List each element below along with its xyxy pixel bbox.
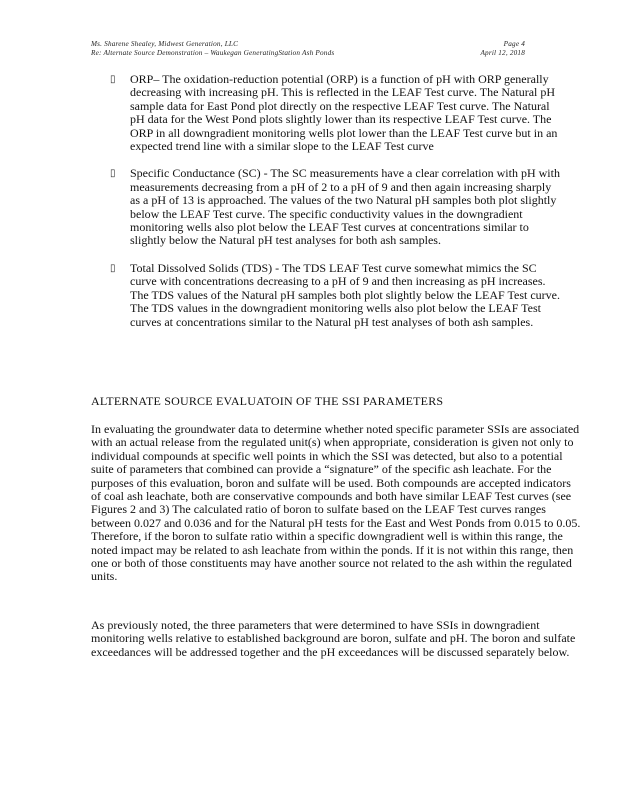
bullet-specific-conductance-text: Specific Conductance (SC) - The SC measurements have a clear correlation with pH with measurements decreasing from a pH of 2 to a pH of 9 and then again increasing sharply as a pH of 13 is approached. The values of the two Natural pH samples both plot slightly below the LEAF Test curve. The specific conductivity values in the downgradient monitoring wells also plot below the LEAF Test curves at concentrations similar to slightly below the Natural pH test analyses for both ash samples. [130, 166, 560, 248]
bullet-total-dissolved-solids [110, 262, 560, 329]
bullet-orp [110, 73, 560, 153]
section-heading: ALTERNATE SOURCE EVALUATOIN OF THE SSI PARAMETERS [91, 394, 444, 408]
square-bullet-icon: ▯ [110, 262, 116, 274]
bullet-specific-conductance [110, 167, 560, 247]
paragraph-evaluation-approach: In evaluating the groundwater data to determine whether noted specific parameter SSIs are associated with an actual release from the regulated unit(s) when appropriate, consideration is given not only to individual compounds at specific well points in which the SSI was detected, but also to a potential suite of parameters that combined can provide a “signature” of the specific ash leachate. For the purposes of this evaluation, boron and sulfate will be used. Both compounds are accepted indicators of coal ash leachate, both are conservative compounds and both have similar LEAF Test curves (see Figures 2 and 3) The calculated ratio of boron to sulfate based on the LEAF Test curves ranges between 0.027 and 0.036 and for the Natural pH tests for the East and West Ponds from 0.015 to 0.05. Therefore, if the boron to sulfate ratio within a specific downgradient well is within this range, the noted impact may be related to ash leachate from within the ponds. If it is not within this range, then one or both of those constituents may have another source not related to the ash within the regulated units. [91, 422, 581, 584]
header-page-number: Page 4 [503, 40, 525, 48]
bullet-orp-text: ORP– The oxidation-reduction potential (ORP) is a function of pH with ORP generally decreasing with increasing pH. This is reflected in the LEAF Test curve. The Natural pH sample data for East Pond plot directly on the respective LEAF Test curve. The Natural pH data for the West Pond plots slightly lower than its respective LEAF Test curve. The ORP in all downgradient monitoring wells plot lower than the LEAF Test curve but in an expected trend line with a similar slope to the LEAF Test curve [130, 72, 558, 154]
bullet-tds-text: Total Dissolved Solids (TDS) - The TDS LEAF Test curve somewhat mimics the SC curve with concentrations decreasing to a pH of 9 and then increasing as pH increases. The TDS values of the Natural pH samples both plot slightly below the LEAF Test curve. The TDS values in the downgradient monitoring wells also plot below the LEAF Test curves at concentrations similar to the Natural pH test analyses of both ash samples. [130, 260, 560, 329]
header-date: April 12, 2018 [480, 49, 525, 57]
parameter-bullet-list [110, 73, 560, 343]
square-bullet-icon: ▯ [110, 168, 116, 180]
paragraph-ssi-summary: As previously noted, the three parameters that were determined to have SSIs in downgradient monitoring wells relative to established background are boron, sulfate and pH. The boron and sulfate exceedances will be addressed together and the pH exceedances will be discussed separately below. [91, 618, 576, 659]
header-recipient: Ms. Sharene Shealey, Midwest Generation, LLC [91, 40, 239, 48]
square-bullet-icon: ▯ [110, 74, 116, 85]
header-subject: Re: Alternate Source Demonstration – Waukegan GeneratingStation Ash Ponds [91, 49, 335, 57]
